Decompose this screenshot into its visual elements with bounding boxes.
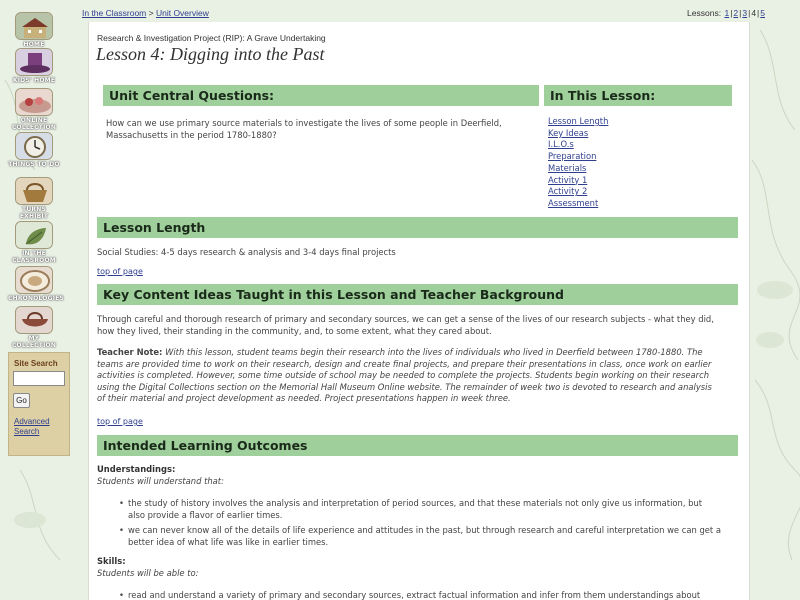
understanding-2-line1: we can never know all of the details of life experience and attitudes in the past, but through research and careful interpretation we can get a	[128, 524, 722, 535]
breadcrumb-separator: >	[148, 8, 154, 18]
unit-questions-text	[106, 118, 502, 141]
nav-in-the-classroom-label: IN THE CLASSROOM	[12, 250, 56, 264]
site-search-panel	[8, 352, 70, 456]
teacher-note-line5: of their material and project development as needed. Project presentations happen in week three.	[97, 393, 511, 403]
understandings-label: Understandings:	[97, 464, 176, 474]
key-content-paragraph	[97, 314, 714, 337]
project-title: Research & Investigation Project (RIP): A Grave Undertaking	[97, 33, 326, 43]
flower-hat-icon	[15, 88, 53, 116]
nav-online-collection-label: ONLINE COLLECTION	[11, 117, 57, 131]
teacher-note-line4: using the Digital Collections section on the Memorial Hall Museum Online website. The remainder of week two is devoted to research and analysis	[97, 381, 712, 392]
nav-turns-exhibit[interactable]	[8, 177, 60, 220]
page-title: Lesson 4: Digging into the Past	[96, 44, 325, 64]
lesson-link-2[interactable]: 2	[733, 8, 739, 18]
search-input[interactable]	[13, 371, 65, 386]
understandings-list	[119, 497, 734, 551]
lesson-length-heading: Lesson Length	[97, 217, 738, 238]
list-item	[119, 497, 734, 522]
nav-chronologies-label: CHRONOLOGIES	[8, 295, 64, 302]
teacher-note	[97, 347, 712, 405]
skills-intro: Students will be able to:	[97, 568, 199, 578]
lesson-link-3[interactable]: 3	[742, 8, 748, 18]
site-search-title: Site Search	[14, 359, 58, 368]
plate-icon	[15, 266, 53, 294]
nav-online-collection[interactable]	[8, 88, 60, 131]
advanced-search-line1: Advanced	[14, 417, 50, 426]
lesson-length-text: Social Studies: 4-5 days research & analysis and 3-4 days final projects	[97, 247, 396, 257]
top-of-page-link-1[interactable]: top of page	[97, 267, 143, 276]
nav-in-the-classroom[interactable]	[8, 221, 60, 264]
nav-turns-exhibit-label: TURNS EXHIBIT	[19, 206, 49, 220]
understandings-intro: Students will understand that:	[97, 476, 224, 486]
lesson-link-1[interactable]: 1	[724, 8, 730, 18]
leaf-icon	[15, 221, 53, 249]
nav-things-to-do[interactable]	[8, 132, 60, 168]
in-this-lesson-links	[548, 116, 608, 210]
unit-questions-heading: Unit Central Questions:	[103, 85, 539, 106]
link-ilos[interactable]: I.L.O.s	[548, 139, 574, 150]
nav-my-collection[interactable]	[8, 306, 60, 349]
clock-icon	[15, 132, 53, 160]
key-content-line1: Through careful and thorough research of primary and secondary sources, we can get a sense of the lives of our research subjects - what they did,	[97, 314, 714, 324]
top-of-page-link-2[interactable]: top of page	[97, 417, 143, 426]
nav-my-collection-label: MY COLLECTION	[11, 335, 57, 349]
key-content-line2: how they lived, their standing in the community, and, to some extent, what they cared about.	[97, 325, 492, 336]
link-activity-2[interactable]: Activity 2	[548, 186, 588, 197]
understanding-2-line2: better idea of what life was like in earlier times.	[128, 537, 329, 548]
basket-icon	[15, 177, 53, 205]
lesson-current-4: 4	[751, 8, 757, 18]
skills-list	[119, 589, 734, 600]
link-key-ideas[interactable]: Key Ideas	[548, 127, 589, 138]
outcomes-heading: Intended Learning Outcomes	[97, 435, 738, 456]
teacher-note-line1: With this lesson, student teams begin their research into the lives of individuals who lived in Deerfield between 1780-1880. The	[165, 347, 703, 357]
breadcrumb-in-the-classroom[interactable]: In the Classroom	[82, 8, 147, 18]
link-assessment[interactable]: Assessment	[548, 197, 599, 208]
teacher-note-label: Teacher Note:	[97, 347, 163, 357]
skill-1-line1: read and understand a variety of primary and secondary sources, extract factual information and infer from them understandings about	[128, 590, 701, 600]
nav-kids-home-label: KIDS' HOME	[12, 77, 56, 84]
unit-questions-line2: Massachusetts in the period 1780-1880?	[106, 129, 277, 140]
teacher-note-line3: activities is completed. However, some time outside of school may be needed to complete the projects. Students begin working on their research	[97, 370, 710, 380]
link-preparation[interactable]: Preparation	[548, 151, 597, 162]
lesson-link-5[interactable]: 5	[760, 8, 765, 18]
nav-things-to-do-label: THINGS TO DO	[8, 161, 60, 168]
list-item	[119, 524, 734, 549]
bowl-icon	[15, 306, 53, 334]
link-activity-1[interactable]: Activity 1	[548, 174, 588, 185]
link-lesson-length[interactable]: Lesson Length	[548, 116, 609, 126]
understanding-1-line1: the study of history involves the analysis and interpretation of period sources, and that these materials not only give us information, but	[128, 498, 703, 508]
nav-home[interactable]	[8, 12, 60, 48]
list-item	[119, 589, 734, 600]
house-icon	[15, 12, 53, 40]
lessons-label: Lessons:	[687, 8, 722, 18]
key-content-heading: Key Content Ideas Taught in this Lesson and Teacher Background	[97, 284, 738, 305]
lessons-navigation: Lessons: 1|2|3|4|5	[687, 8, 765, 18]
link-materials[interactable]: Materials	[548, 162, 587, 173]
main-content	[88, 22, 750, 600]
search-go-button[interactable]: Go	[13, 393, 30, 408]
unit-questions-line1: How can we use primary source materials to investigate the lives of some people in Deerfield,	[106, 118, 502, 128]
teacher-note-line2: teams are provided time to work on their research, design and create final projects, and prepare their presentations in class, once work on earlier	[97, 358, 712, 369]
left-navigation	[0, 0, 82, 600]
hat-icon	[15, 48, 53, 76]
nav-kids-home[interactable]	[8, 48, 60, 84]
nav-home-label: HOME	[23, 41, 45, 48]
in-this-lesson-heading: In This Lesson:	[544, 85, 732, 106]
advanced-search-link[interactable]	[14, 417, 50, 437]
understanding-1-line2: also provide a flavor of earlier times.	[128, 510, 283, 521]
breadcrumb	[82, 8, 209, 18]
skills-label: Skills:	[97, 556, 126, 566]
nav-chronologies[interactable]	[8, 266, 64, 302]
advanced-search-line2: Search	[14, 427, 40, 436]
breadcrumb-unit-overview[interactable]: Unit Overview	[155, 8, 209, 18]
